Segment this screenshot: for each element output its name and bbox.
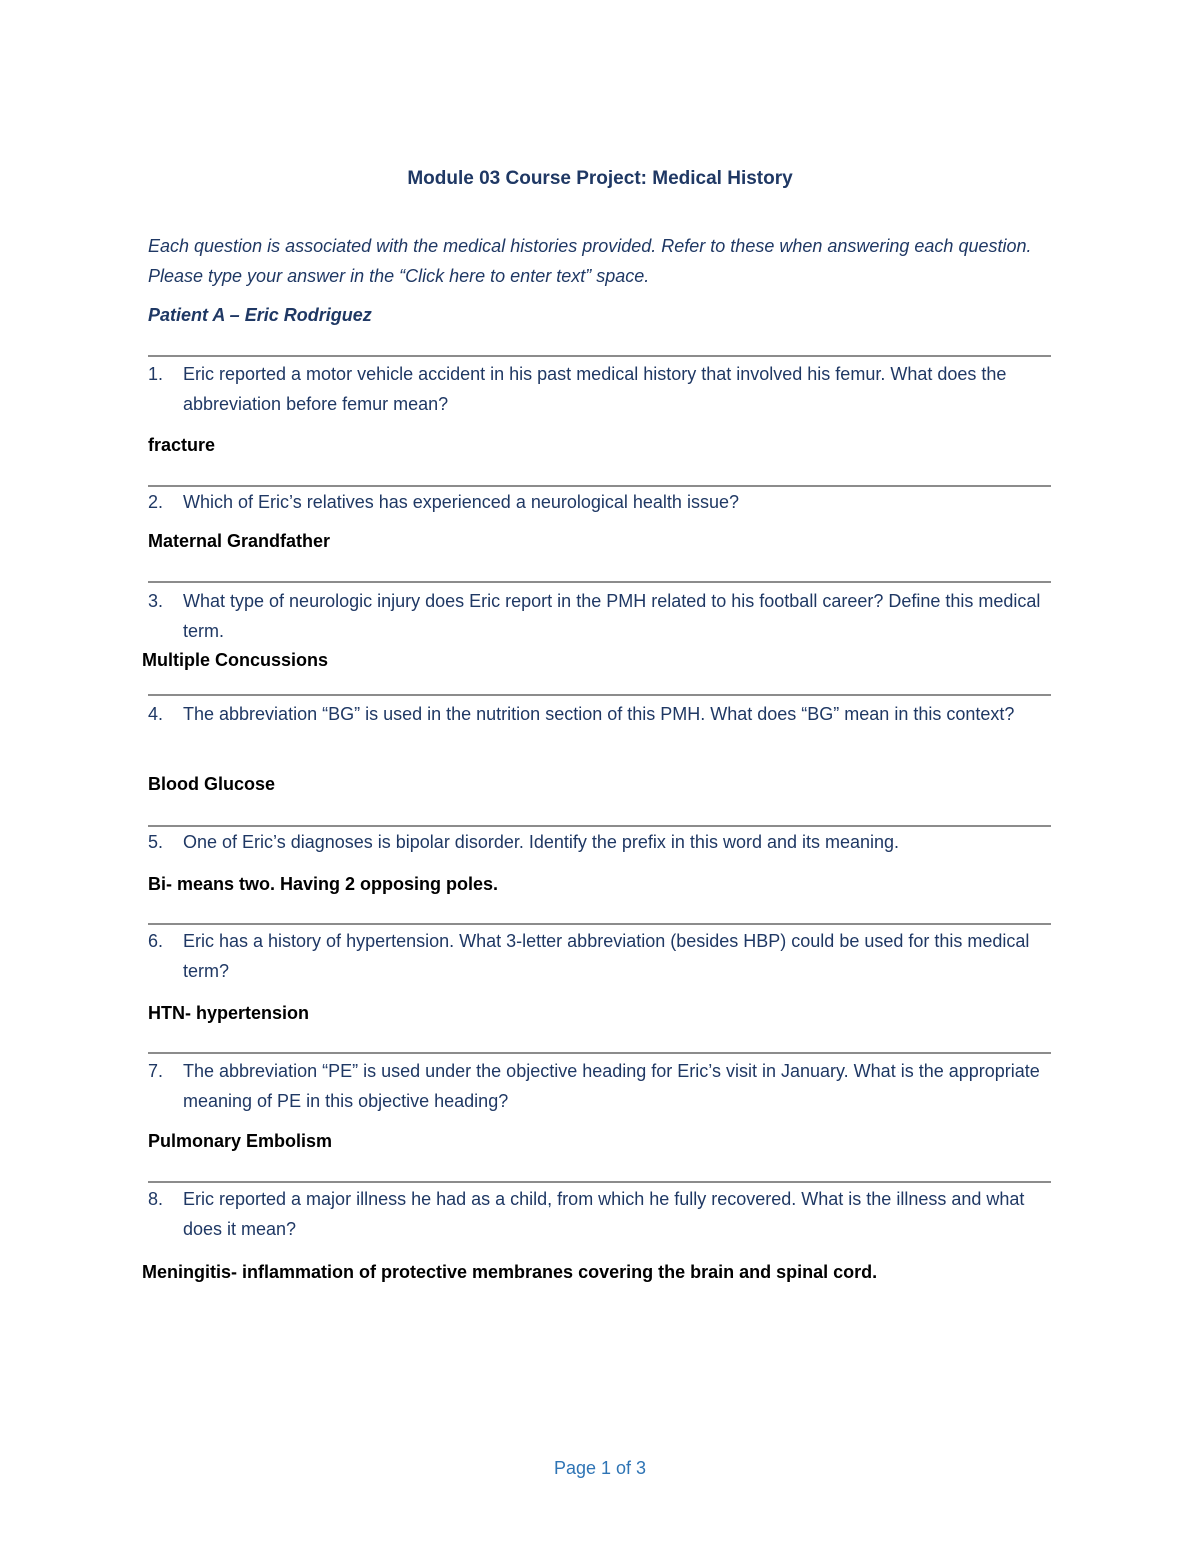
answer-field[interactable]: HTN- hypertension — [148, 1003, 310, 1023]
question-5 — [148, 827, 1043, 857]
question-text: What type of neurologic injury does Eric report in the PMH related to his football career? Define this medical term. — [183, 591, 1041, 641]
answer-field[interactable]: Blood Glucose — [148, 774, 276, 794]
document-title: Module 03 Course Project: Medical History — [407, 168, 793, 189]
question-text: Eric has a history of hypertension. What 3-letter abbreviation (besides HBP) could be used for this medical term? — [183, 931, 1030, 981]
question-3 — [148, 586, 1043, 646]
answer-field[interactable]: Bi- means two. Having 2 opposing poles. — [148, 874, 499, 894]
question-number: 1. — [148, 364, 164, 384]
answer-field[interactable]: Meningitis- inflammation of protective membranes covering the brain and spinal cord. — [142, 1262, 878, 1282]
section-divider — [148, 694, 1051, 696]
question-4 — [148, 699, 1043, 729]
question-2 — [148, 487, 1043, 517]
question-8 — [148, 1184, 1043, 1244]
question-text: Which of Eric’s relatives has experienced a neurological health issue? — [183, 492, 739, 512]
answer-field[interactable]: Maternal Grandfather — [148, 531, 331, 551]
question-text: One of Eric’s diagnoses is bipolar disorder. Identify the prefix in this word and its meaning. — [183, 832, 900, 852]
question-text: Eric reported a motor vehicle accident in his past medical history that involved his femur. What does the abbreviation before femur mean? — [183, 364, 1007, 414]
question-number: 8. — [148, 1189, 164, 1209]
question-number: 2. — [148, 492, 164, 512]
page-number: Page 1 of 3 — [553, 1458, 647, 1478]
answer-field[interactable]: Pulmonary Embolism — [148, 1131, 333, 1151]
question-text: The abbreviation “BG” is used in the nutrition section of this PMH. What does “BG” mean in this context? — [183, 704, 1015, 724]
question-7 — [148, 1056, 1043, 1116]
instructions-text: Each question is associated with the medical histories provided. Refer to these when answering each question. Please type your answer in the “Click here to enter text” space. — [148, 236, 1032, 286]
question-1 — [148, 359, 1043, 419]
question-text: Eric reported a major illness he had as a child, from which he fully recovered. What is the illness and what does it mean? — [183, 1189, 1025, 1239]
section-divider — [148, 355, 1051, 357]
section-divider — [148, 1181, 1051, 1183]
question-6 — [148, 926, 1043, 986]
answer-field[interactable]: fracture — [148, 435, 216, 455]
question-number: 6. — [148, 931, 164, 951]
question-text: The abbreviation “PE” is used under the objective heading for Eric’s visit in January. What is the appropriate meaning of PE in this objective heading? — [183, 1061, 1040, 1111]
question-number: 3. — [148, 591, 164, 611]
section-divider — [148, 1052, 1051, 1054]
section-divider — [148, 581, 1051, 583]
section-divider — [148, 923, 1051, 925]
question-number: 7. — [148, 1061, 164, 1081]
question-number: 5. — [148, 832, 164, 852]
answer-field[interactable]: Multiple Concussions — [142, 650, 329, 670]
patient-heading: Patient A – Eric Rodriguez — [148, 305, 372, 325]
question-number: 4. — [148, 704, 164, 724]
